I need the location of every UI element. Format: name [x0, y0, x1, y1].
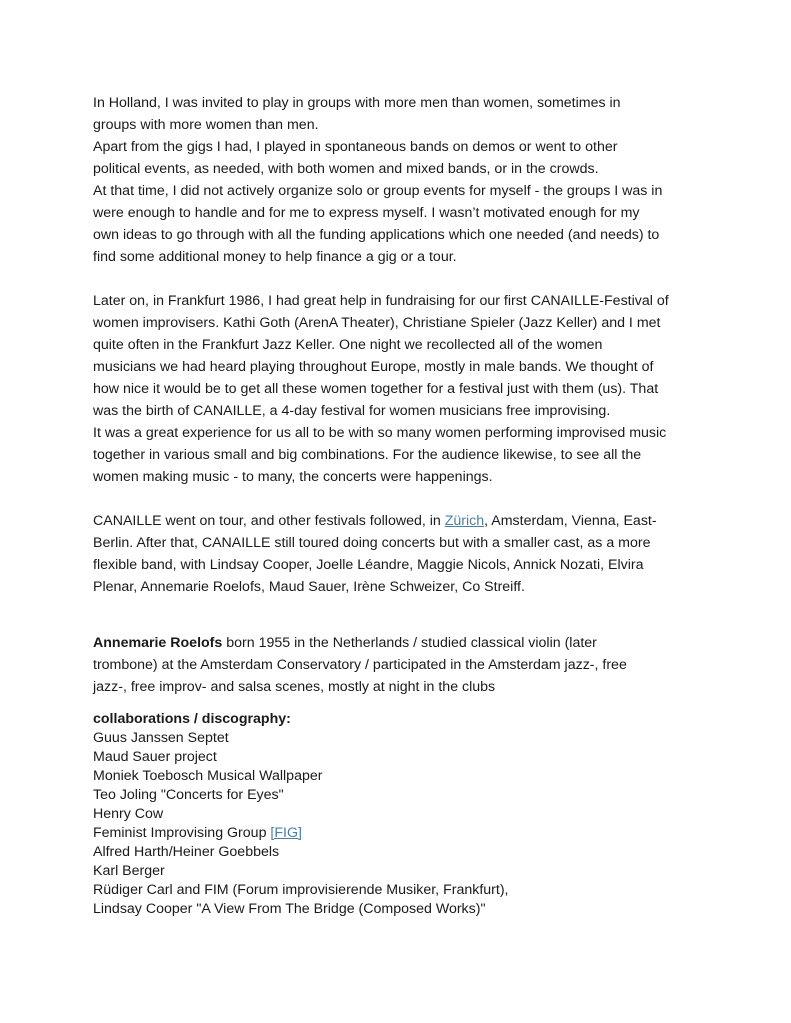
list-item: Maud Sauer project: [93, 749, 217, 765]
text-line: At that time, I did not actively organize solo or group events for myself - the groups I was in: [93, 183, 663, 199]
list-item: Guus Janssen Septet: [93, 730, 229, 746]
text-segment: Feminist Improvising Group: [93, 825, 271, 841]
text-line: It was a great experience for us all to be with so many women performing improvised music: [93, 425, 667, 441]
list-item: Karl Berger: [93, 863, 165, 879]
paragraph-canaille-festival: [93, 290, 708, 488]
text-segment: born 1955 in the Netherlands / studied classical violin (later: [222, 635, 597, 651]
text-segment: , Amsterdam, Vienna, East-: [484, 513, 657, 529]
text-line: Plenar, Annemarie Roelofs, Maud Sauer, Irène Schweizer, Co Streiff.: [93, 579, 525, 595]
zurich-link[interactable]: Zürich: [444, 513, 485, 529]
list-item: Henry Cow: [93, 806, 164, 822]
text-line: Berlin. After that, CANAILLE still toured doing concerts but with a smaller cast, as a more: [93, 535, 651, 551]
text-line: In Holland, I was invited to play in groups with more men than women, sometimes in: [93, 95, 621, 111]
text-line: political events, as needed, with both women and mixed bands, or in the crowds.: [93, 161, 599, 177]
fig-link[interactable]: [FIG]: [270, 825, 302, 841]
text-line: trombone) at the Amsterdam Conservatory / participated in the Amsterdam jazz-, free: [93, 657, 627, 673]
text-line: how nice it would be to get all these women together for a festival just with them (us). That: [93, 381, 659, 397]
text-line: [93, 510, 708, 532]
paragraph-gap: [93, 268, 708, 290]
list-item: Teo Joling "Concerts for Eyes": [93, 787, 284, 803]
list-item: [93, 824, 708, 843]
text-line: find some additional money to help finance a gig or a tour.: [93, 249, 457, 265]
text-line: groups with more women than men.: [93, 117, 319, 133]
list-item: Alfred Harth/Heiner Goebbels: [93, 844, 280, 860]
discography-heading: collaborations / discography:: [93, 711, 291, 727]
list-item: Moniek Toebosch Musical Wallpaper: [93, 768, 323, 784]
paragraph-holland: [93, 92, 708, 268]
text-line: were enough to handle and for me to express myself. I wasn’t motivated enough for my: [93, 205, 640, 221]
text-line: was the birth of CANAILLE, a 4-day festival for women musicians free improvising.: [93, 403, 611, 419]
document-page: [93, 92, 708, 919]
list-item: Rüdiger Carl and FIM (Forum improvisierende Musiker, Frankfurt),: [93, 882, 509, 898]
text-line: [93, 632, 708, 654]
text-line: quite often in the Frankfurt Jazz Keller. One night we recollected all of the women: [93, 337, 603, 353]
text-line: women improvisers. Kathi Goth (ArenA Theater), Christiane Spieler (Jazz Keller) and I met: [93, 315, 661, 331]
section-gap: [93, 598, 708, 632]
list-item: Lindsay Cooper "A View From The Bridge (Composed Works)": [93, 901, 486, 917]
discography-list: [93, 729, 708, 919]
bio-name: Annemarie Roelofs: [93, 635, 223, 651]
paragraph-canaille-tour: [93, 510, 708, 598]
bio-paragraph: [93, 632, 708, 698]
paragraph-gap: [93, 488, 708, 510]
text-line: musicians we had heard playing throughout Europe, mostly in male bands. We thought of: [93, 359, 654, 375]
text-line: Apart from the gigs I had, I played in spontaneous bands on demos or went to other: [93, 139, 618, 155]
text-segment: CANAILLE went on tour, and other festivals followed, in: [93, 513, 445, 529]
text-line: women making music - to many, the concerts were happenings.: [93, 469, 493, 485]
text-line: jazz-, free improv- and salsa scenes, mostly at night in the clubs: [93, 679, 496, 695]
text-line: together in various small and big combinations. For the audience likewise, to see all the: [93, 447, 642, 463]
text-line: Later on, in Frankfurt 1986, I had great help in fundraising for our first CANAILLE-Festival of: [93, 293, 669, 309]
text-line: own ideas to go through with all the funding applications which one needed (and needs) to: [93, 227, 660, 243]
text-line: flexible band, with Lindsay Cooper, Joelle Léandre, Maggie Nicols, Annick Nozati, Elvira: [93, 557, 644, 573]
